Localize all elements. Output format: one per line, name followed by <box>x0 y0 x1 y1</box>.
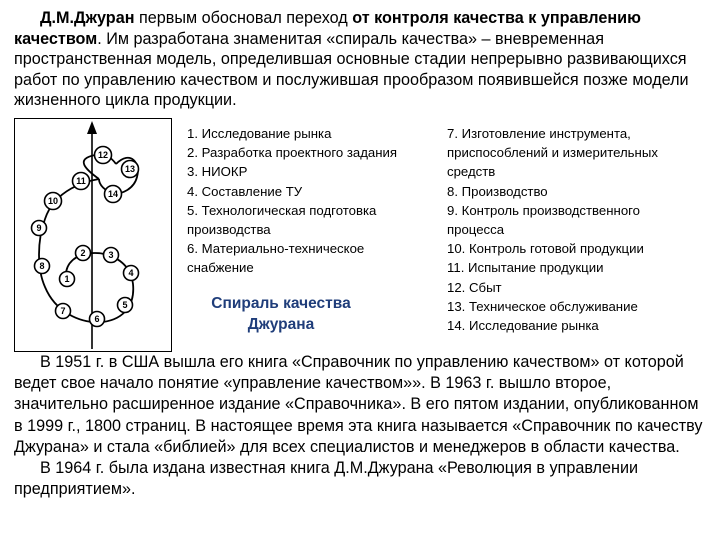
caption-line-1: Спираль качества <box>211 295 351 312</box>
stage-item: производства <box>187 222 271 238</box>
stage-item: 12. Сбыт <box>447 279 502 295</box>
stages-list-left <box>187 124 442 278</box>
quality-spiral-figure <box>14 118 172 352</box>
spiral-node-label: 6 <box>94 314 100 324</box>
figure-caption <box>196 293 366 335</box>
intro-text-2: . Им разработана знаменитая «спираль качества» – вневременная пространственная модель, определившая основные стадии непрерывно развивающихся работ по управлению качеством и послужившая прообразом появившейся позже модели жизненного цикла продукции. <box>14 29 689 109</box>
outro-text <box>14 352 704 500</box>
stage-item: 8. Производство <box>447 183 548 199</box>
axis-arrow-icon <box>87 121 97 134</box>
spiral-node-label: 1 <box>64 274 70 284</box>
stage-item: процесса <box>447 222 505 238</box>
caption-line-2: Джурана <box>247 316 315 333</box>
intro-text-1: первым обосновал переход <box>134 9 353 27</box>
stage-item: 10. Контроль готовой продукции <box>447 241 644 257</box>
spiral-node-label: 3 <box>108 250 114 260</box>
author-name: Д.М.Джуран <box>40 9 135 27</box>
spiral-node-label: 2 <box>80 248 86 258</box>
stage-item: 7. Изготовление инструмента, <box>447 126 631 141</box>
spiral-node-label: 4 <box>128 268 134 278</box>
stage-item: 11. Испытание продукции <box>447 260 604 276</box>
outro-paragraph-2 <box>14 458 704 500</box>
stage-item: 6. Материально-техническое <box>187 241 365 257</box>
stage-item: приспособлений и измерительных <box>447 145 658 161</box>
spiral-node-label: 10 <box>47 196 59 206</box>
stage-item: снабжение <box>187 260 254 276</box>
stage-item: 2. Разработка проектного задания <box>187 145 398 161</box>
spiral-node-label: 13 <box>124 164 136 174</box>
spiral-diagram <box>15 119 171 351</box>
spiral-node-label: 11 <box>76 176 86 186</box>
spiral-node-label: 7 <box>60 306 66 316</box>
spiral-node-label: 9 <box>36 223 42 233</box>
stage-item: 4. Составление ТУ <box>187 183 303 199</box>
outro-paragraph-2-text: В 1964 г. была издана известная книга Д.М.Джурана «Революция в управлении предприятием». <box>14 459 639 499</box>
spiral-node-label: 8 <box>39 261 45 271</box>
spiral-nodes <box>32 147 139 327</box>
stages-list-right <box>447 124 709 335</box>
intro-bold-phrase: от контроля качества к управлению качеством <box>14 9 641 48</box>
stage-item: 1. Исследование рынка <box>187 126 332 141</box>
spiral-node-label: 5 <box>122 300 128 310</box>
spiral-node-label: 14 <box>107 189 119 199</box>
stage-item: средств <box>447 164 496 180</box>
spiral-node-label: 12 <box>97 150 109 160</box>
stage-item: 3. НИОКР <box>187 164 248 180</box>
stage-item: 13. Техническое обслуживание <box>447 298 638 314</box>
outro-paragraph-1-text: В 1951 г. в США вышла его книга «Справочник по управлению качеством» от которой ведет свое начало понятие «управление качеством»». В 1963 г. вышло второе, значительно расширенное издание «Справочника». В его пятом издании, опубликованном в 1999 г., 1800 страниц. В настоящее время эта книга называется «Справочник по качеству Джурана» и стала «библией» для всех специалистов и менеджеров в области качества. <box>14 353 703 456</box>
outro-paragraph-1 <box>14 352 704 458</box>
stage-item: 5. Технологическая подготовка <box>187 202 377 218</box>
intro-paragraph <box>14 8 704 111</box>
stage-item: 9. Контроль производственного <box>447 202 641 218</box>
stage-item: 14. Исследование рынка <box>447 318 599 334</box>
